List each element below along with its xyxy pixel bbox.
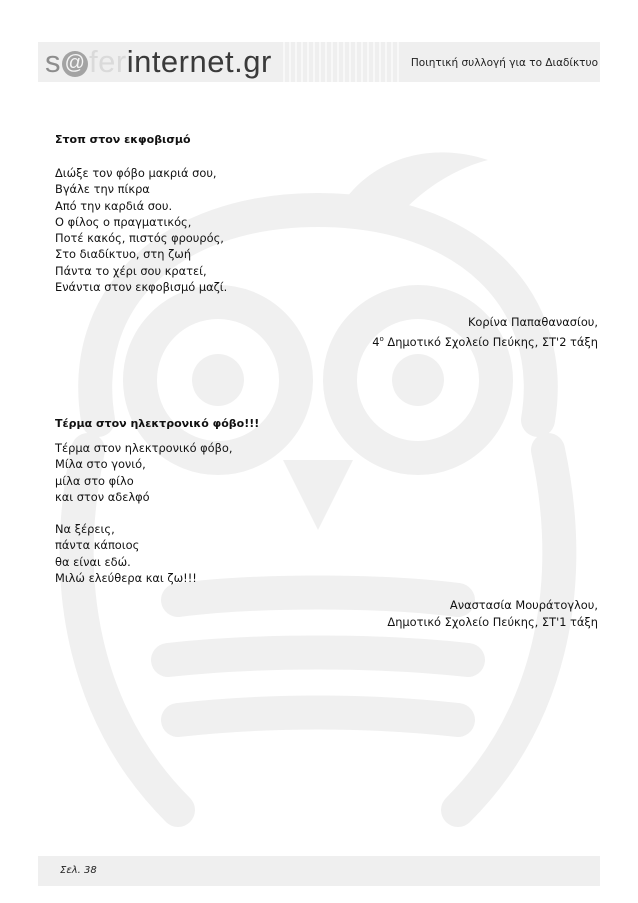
poem-line: Μίλα στο γονιό, bbox=[55, 457, 146, 472]
school-number: 4 bbox=[372, 334, 380, 349]
logo-letter-s: s bbox=[45, 44, 61, 79]
poem-line: Ο φίλος ο πραγματικός, bbox=[55, 214, 192, 229]
poem-line: Να ξέρεις, bbox=[55, 522, 115, 536]
header-decoration bbox=[283, 42, 403, 82]
logo-fer: fer bbox=[89, 44, 127, 79]
poem-line: μίλα στο φίλο bbox=[55, 473, 134, 488]
poem-line: Ποτέ κακός, πιστός φρουρός, bbox=[55, 231, 224, 246]
page-number: Σελ. 38 bbox=[60, 865, 97, 876]
poem-line: Ενάντια στον εκφοβισμό μαζί. bbox=[55, 280, 228, 295]
header-caption: Ποιητική συλλογή για το Διαδίκτυο bbox=[410, 57, 598, 69]
poem-line: Διώξε τον φόβο μακριά σου, bbox=[55, 166, 217, 180]
logo-internet-gr: internet.gr bbox=[126, 44, 272, 79]
poem-line: Μιλώ ελεύθερα και ζω!!! bbox=[55, 570, 197, 585]
footer-band bbox=[38, 856, 600, 886]
saferinternet-logo bbox=[45, 44, 272, 80]
school-ordinal: ο bbox=[379, 334, 384, 343]
author-name: Κορίνα Παπαθανασίου, bbox=[467, 315, 598, 329]
poem-line: θα είναι εδώ. bbox=[55, 554, 131, 569]
poem-line: Στο διαδίκτυο, στη ζωή bbox=[55, 247, 192, 262]
poem-stanza bbox=[55, 521, 197, 586]
poem-line: Βγάλε την πίκρα bbox=[55, 182, 150, 197]
school-name: Δημοτικό Σχολείο Πεύκης, ΣΤ'2 τάξη bbox=[383, 334, 598, 349]
author-school: Δημοτικό Σχολείο Πεύκης, ΣΤ'1 τάξη bbox=[387, 614, 598, 629]
poem-author bbox=[387, 597, 598, 630]
poem-line: πάντα κάποιος bbox=[55, 538, 140, 553]
logo-at-icon: @ bbox=[62, 51, 88, 77]
poem-author bbox=[372, 314, 598, 350]
poem-line: Πάντα το χέρι σου κρατεί, bbox=[55, 263, 207, 278]
poem-line: Από την καρδιά σου. bbox=[55, 198, 173, 213]
author-school bbox=[372, 331, 598, 350]
author-name: Αναστασία Μουράτογλου, bbox=[449, 598, 598, 612]
poem-title: Στοπ στον εκφοβισμό bbox=[55, 133, 191, 146]
poem-body bbox=[55, 165, 227, 295]
poem-stanza bbox=[55, 440, 233, 505]
poem-line: και στον αδελφό bbox=[55, 489, 150, 504]
poem-title: Τέρμα στον ηλεκτρονικό φόβο!!! bbox=[55, 417, 260, 430]
poem-line: Τέρμα στον ηλεκτρονικό φόβο, bbox=[55, 441, 233, 455]
